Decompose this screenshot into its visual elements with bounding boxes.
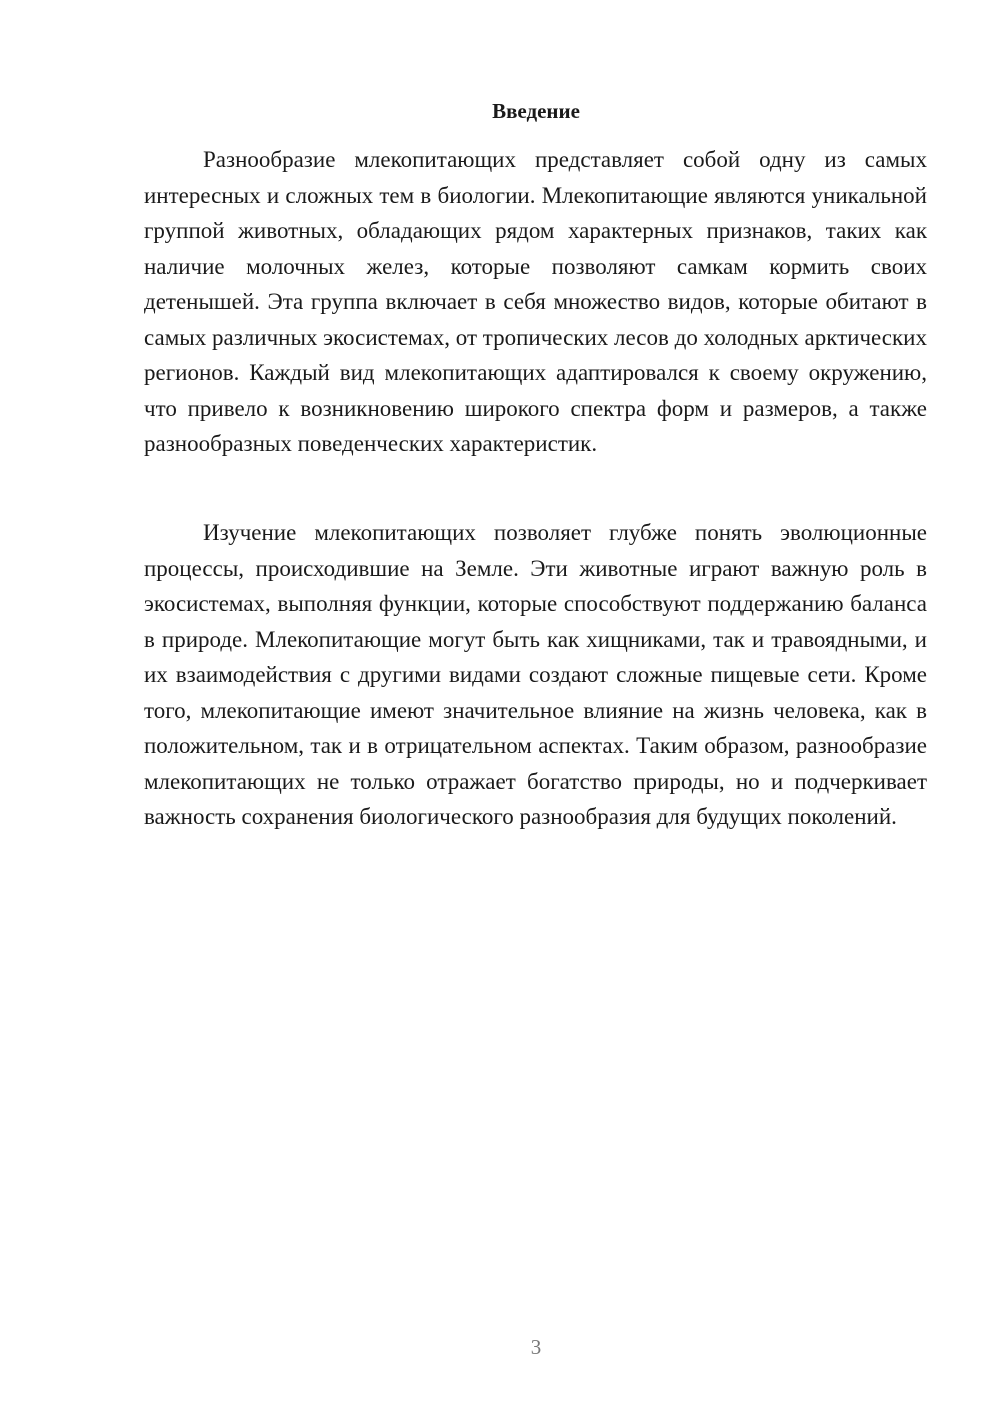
body-paragraph-2: Изучение млекопитающих позволяет глубже понять эволюционные процессы, происходившие на Земле. Эти животные играют важную роль в экосистемах, выполняя функции, которые способствуют поддержанию баланса в природе. Млекопитающие могут быть как хищниками, так и травоядными, и их взаимодействия с другими видами создают сложные пищевые сети. Кроме того, млекопитающие имеют значительное влияние на жизнь человека, как в положительном, так и в отрицательном аспектах. Таким образом, разнообразие млекопитающих не только отражает богатство природы, но и подчеркивает важность сохранения биологического разнообразия для будущих поколений. bbox=[144, 520, 927, 829]
body-paragraph-1: Разнообразие млекопитающих представляет собой одну из самых интересных и сложных тем в биологии. Млекопитающие являются уникальной группой животных, обладающих рядом характерных признаков, таких как наличие молочных желез, которые позволяют самкам кормить своих детенышей. Эта группа включает в себя множество видов, которые обитают в самых различных экосистемах, от тропических лесов до холодных арктических регионов. Каждый вид млекопитающих адаптировался к своему окружению, что привело к возникновению широкого спектра форм и размеров, а также разнообразных поведенческих характеристик. bbox=[144, 147, 927, 456]
page-number: 3 bbox=[530, 1335, 542, 1359]
section-heading: Введение bbox=[492, 99, 580, 123]
